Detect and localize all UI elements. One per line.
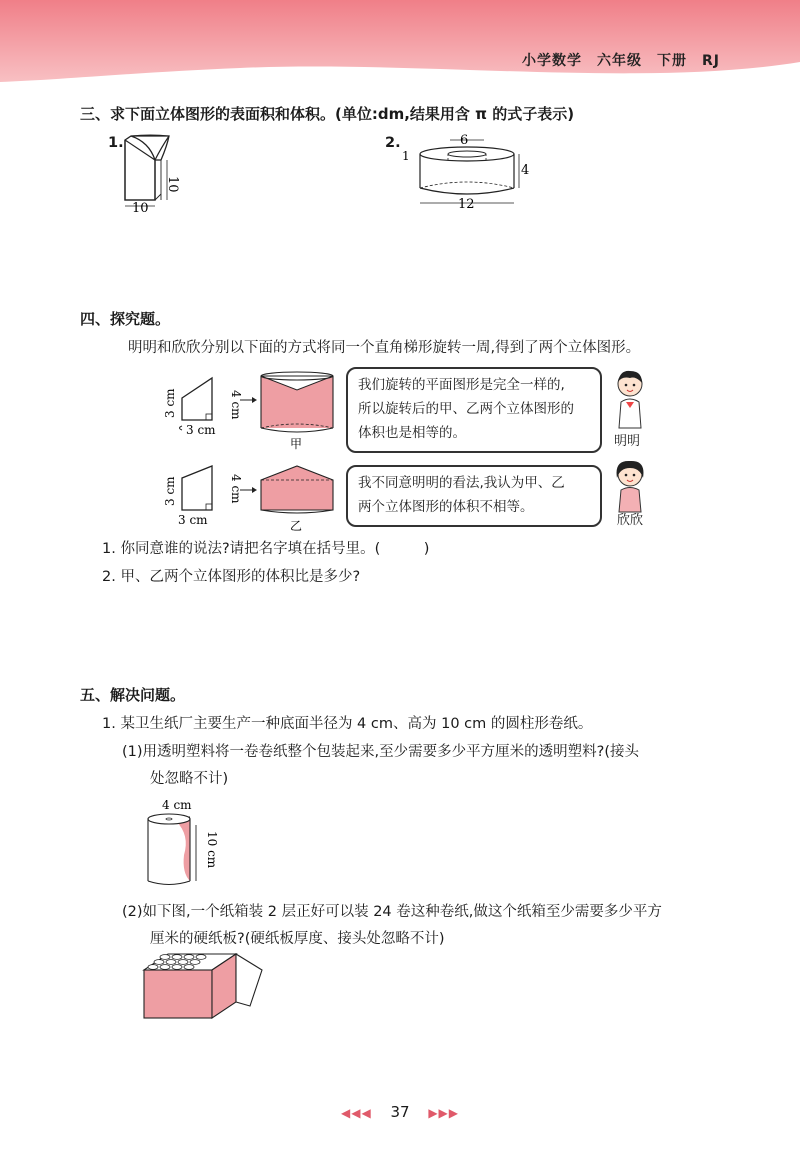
fig-b-name: 乙 — [290, 519, 303, 533]
fig-a-base: 3 cm — [186, 423, 216, 437]
fig-b-base: 3 cm — [178, 513, 208, 527]
rotation-figure-b — [160, 460, 350, 535]
section5-heading: 五、解决问题。 — [80, 686, 186, 704]
section3-heading: 三、求下面立体图形的表面积和体积。(单位:dm,结果用含 π 的式子表示) — [80, 105, 575, 123]
section4-heading: 四、探究题。 — [80, 310, 171, 328]
q2-inner-dia-label: 6 — [460, 133, 469, 148]
q2-outer-dia-label: 12 — [458, 197, 475, 212]
page-number: 37 — [390, 1103, 410, 1121]
s4-question-1: 1. 你同意谁的说法?请把名字填在括号里。( ) — [102, 541, 430, 557]
q2-height-label: 4 — [521, 163, 530, 178]
fig-b-side: 4 cm — [229, 474, 243, 504]
s5-q1-1-line1: (1)用透明塑料将一卷卷纸整个包装起来,至少需要多少平方厘米的透明塑料?(接头 — [122, 744, 639, 760]
speech-bubble-ming: 我们旋转的平面图形是完全一样的, 所以旋转后的甲、乙两个立体图形的 体积也是相等的。 — [346, 367, 602, 453]
rotation-figure-a — [160, 368, 350, 458]
q1-height-label: 10 — [165, 176, 180, 193]
boy-avatar — [612, 368, 648, 430]
fig-a-name: 甲 — [290, 437, 303, 451]
left-arrows: ◀◀◀ — [340, 1106, 372, 1120]
ming-name: 明明 — [614, 434, 641, 449]
fig-b-height: 3 cm — [163, 476, 177, 506]
xin-name: 欣欣 — [617, 513, 644, 528]
box-with-rolls-figure — [138, 948, 268, 1023]
roll-radius-label: 4 cm — [162, 798, 192, 812]
page-footer — [0, 1103, 800, 1121]
ring-cylinder-figure — [398, 128, 538, 213]
quarter-cylinder-figure — [115, 128, 205, 216]
fig-a-side: 4 cm — [229, 390, 243, 420]
s3-q2-label: 2. — [385, 135, 401, 151]
header-title: 小学数学 六年级 下册 RJ — [522, 53, 720, 69]
right-arrows: ▶▶▶ — [428, 1106, 460, 1120]
s5-question-1: 1. 某卫生纸厂主要生产一种底面半径为 4 cm、高为 10 cm 的圆柱形卷纸。 — [102, 716, 593, 732]
header-band — [0, 0, 800, 90]
s5-q1-2-line1: (2)如下图,一个纸箱装 2 层正好可以装 24 卷这种卷纸,做这个纸箱至少需要多少平方 — [122, 904, 662, 920]
q2-gap-label: 1 — [402, 149, 410, 163]
girl-avatar — [610, 458, 650, 514]
s5-q1-1-line2: 处忽略不计) — [150, 771, 229, 787]
s3-q1-label: 1. — [108, 135, 124, 151]
s4-question-2: 2. 甲、乙两个立体图形的体积比是多少? — [102, 569, 361, 585]
speech-bubble-xin: 我不同意明明的看法,我认为甲、乙 两个立体图形的体积不相等。 — [346, 465, 602, 527]
s5-q1-2-line2: 厘米的硬纸板?(硬纸板厚度、接头处忽略不计) — [150, 931, 445, 947]
q1-base-label: 10 — [132, 201, 149, 216]
paper-roll-figure — [138, 795, 228, 895]
section4-intro: 明明和欣欣分别以下面的方式将同一个直角梯形旋转一周,得到了两个立体图形。 — [128, 340, 641, 356]
roll-height-label: 10 cm — [205, 831, 219, 869]
fig-a-height: 3 cm — [163, 388, 177, 418]
